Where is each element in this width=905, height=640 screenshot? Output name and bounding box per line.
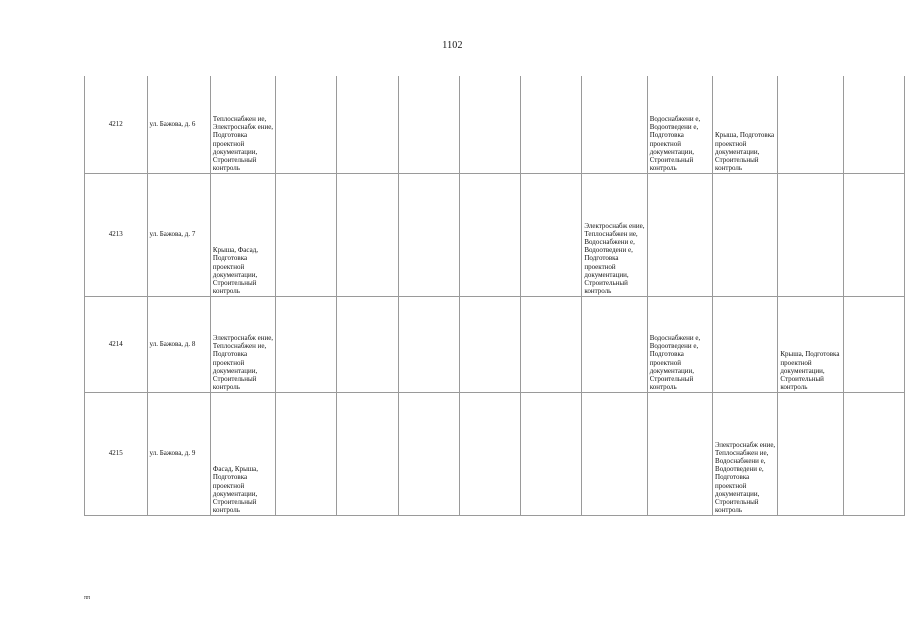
- work-type-cell: [521, 76, 582, 173]
- work-type-cell: [276, 76, 337, 173]
- work-type-cell: [582, 76, 647, 173]
- work-type-cell: [337, 392, 398, 515]
- work-type-cell: Крыша, Подготовка проектной документации, Строительный контроль: [778, 296, 843, 392]
- work-type-cell: [582, 296, 647, 392]
- repair-schedule-table: [84, 76, 905, 516]
- work-type-cell: [398, 392, 459, 515]
- work-type-cell: [843, 76, 904, 173]
- work-type-cell: Теплоснабжен ие, Электроснабж ение, Подготовка проектной документации, Строительный контроль: [210, 76, 275, 173]
- work-type-cell: [398, 76, 459, 173]
- work-type-cell: [521, 392, 582, 515]
- work-type-cell: Крыша, Фасад, Подготовка проектной документации, Строительный контроль: [210, 173, 275, 296]
- work-type-cell: Электроснабж ение, Теплоснабжен ие, Водоснабжени е, Водоотведени е, Подготовка проектной документации, Строительный контроль: [713, 392, 778, 515]
- work-type-cell: [778, 76, 843, 173]
- work-type-cell: [459, 392, 520, 515]
- table-row: [85, 296, 905, 392]
- table-row: [85, 392, 905, 515]
- work-type-cell: [713, 173, 778, 296]
- work-type-cell: [459, 76, 520, 173]
- work-type-cell: Водоснабжени е, Водоотведени е, Подготовка проектной документации, Строительный контроль: [647, 76, 712, 173]
- row-number-cell: 4214: [85, 296, 148, 392]
- work-type-cell: [843, 173, 904, 296]
- work-type-cell: [521, 173, 582, 296]
- table-row: [85, 76, 905, 173]
- address-cell: ул. Бажова, д. 6: [147, 76, 210, 173]
- work-type-cell: [521, 296, 582, 392]
- work-type-cell: [843, 392, 904, 515]
- page-number: 1102: [442, 40, 463, 51]
- address-cell: ул. Бажова, д. 9: [147, 392, 210, 515]
- work-type-cell: [276, 392, 337, 515]
- work-type-cell: [337, 76, 398, 173]
- work-type-cell: [582, 392, 647, 515]
- table-row: [85, 173, 905, 296]
- footer-mark: ππ: [84, 595, 91, 601]
- work-type-cell: [647, 392, 712, 515]
- work-type-cell: [398, 296, 459, 392]
- address-cell: ул. Бажова, д. 7: [147, 173, 210, 296]
- work-type-cell: [843, 296, 904, 392]
- work-type-cell: Электроснабж ение, Теплоснабжен ие, Подготовка проектной документации, Строительный контроль: [210, 296, 275, 392]
- work-type-cell: Электроснабж ение, Теплоснабжен ие, Водоснабжени е, Водоотведени е, Подготовка проектной документации, Строительный контроль: [582, 173, 647, 296]
- work-type-cell: [459, 173, 520, 296]
- work-type-cell: Водоснабжени е, Водоотведени е, Подготовка проектной документации, Строительный контроль: [647, 296, 712, 392]
- work-type-cell: Крыша, Подготовка проектной документации, Строительный контроль: [713, 76, 778, 173]
- work-type-cell: [276, 173, 337, 296]
- work-type-cell: [276, 296, 337, 392]
- work-type-cell: [398, 173, 459, 296]
- work-type-cell: [337, 296, 398, 392]
- work-type-cell: Фасад, Крыша, Подготовка проектной документации, Строительный контроль: [210, 392, 275, 515]
- work-type-cell: [647, 173, 712, 296]
- row-number-cell: 4215: [85, 392, 148, 515]
- work-type-cell: [778, 173, 843, 296]
- address-cell: ул. Бажова, д. 8: [147, 296, 210, 392]
- work-type-cell: [337, 173, 398, 296]
- work-type-cell: [778, 392, 843, 515]
- row-number-cell: 4212: [85, 76, 148, 173]
- work-type-cell: [713, 296, 778, 392]
- row-number-cell: 4213: [85, 173, 148, 296]
- work-type-cell: [459, 296, 520, 392]
